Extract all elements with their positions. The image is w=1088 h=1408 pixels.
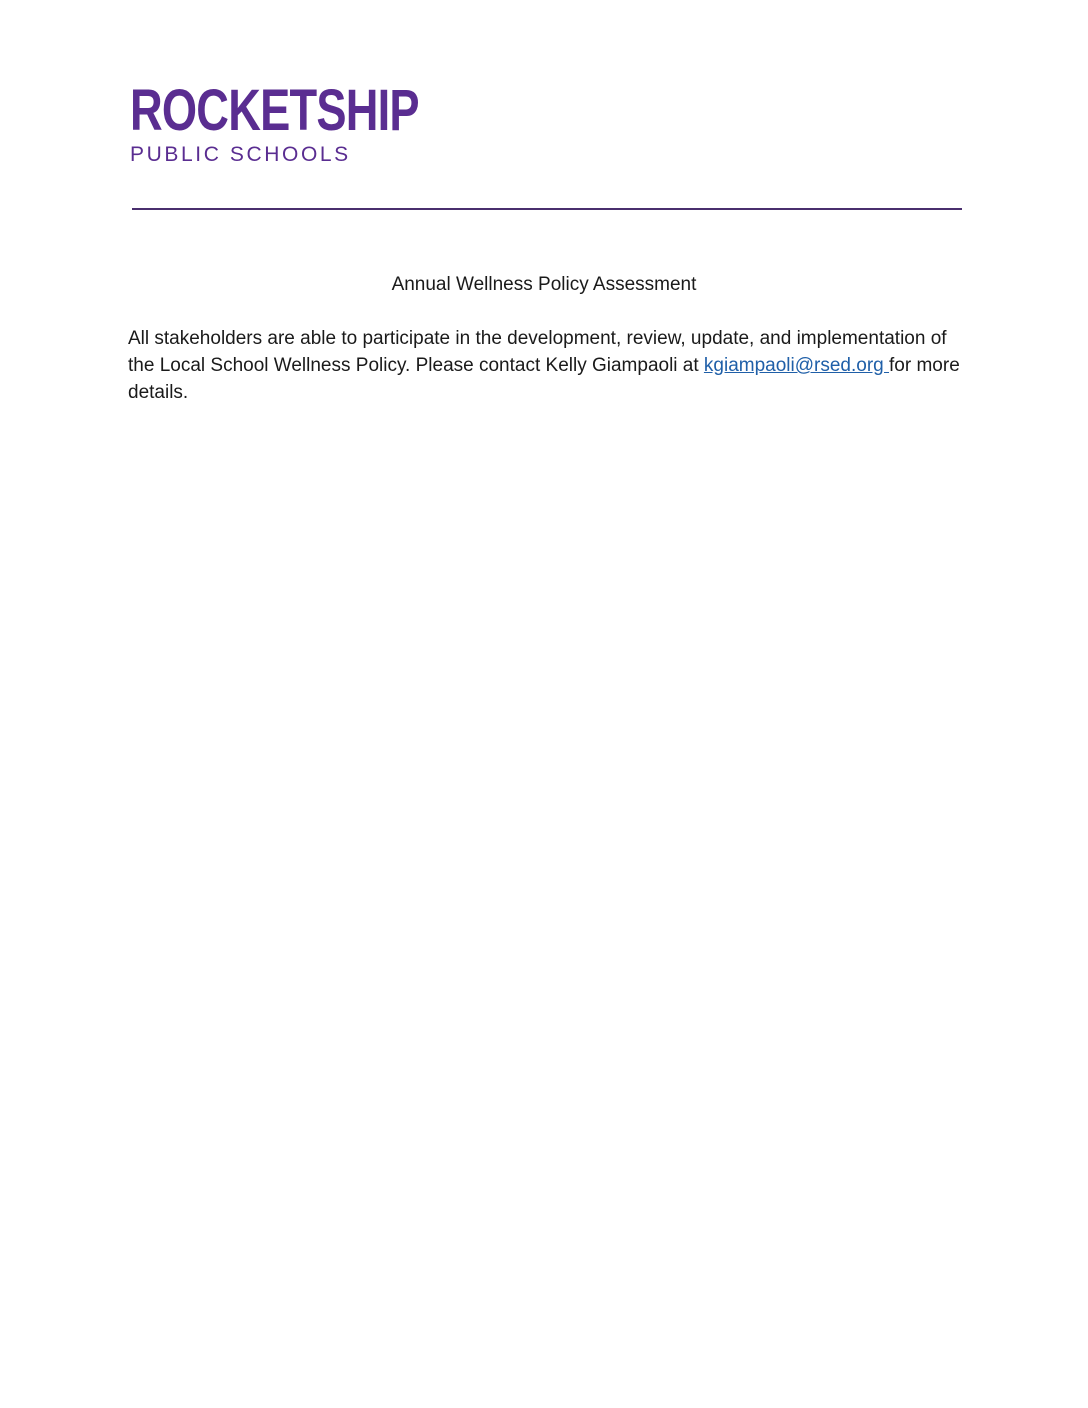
logo-subtitle: PUBLIC SCHOOLS	[130, 143, 351, 166]
header-divider	[132, 208, 962, 210]
paragraph-text-end: for more details.	[128, 355, 960, 403]
paragraph-text-start: All stakeholders are able to participate in the development, review, update, and implementation of the Local School Wellness Policy. Please contact Kelly Giampaoli at	[128, 328, 947, 376]
rocketship-logo	[130, 78, 419, 166]
body-paragraph	[128, 325, 964, 406]
document-title: Annual Wellness Policy Assessment	[391, 274, 697, 295]
email-link[interactable]: kgiampaoli@rsed.org	[703, 355, 890, 376]
logo-wordmark: ROCKETSHIP	[130, 78, 419, 143]
